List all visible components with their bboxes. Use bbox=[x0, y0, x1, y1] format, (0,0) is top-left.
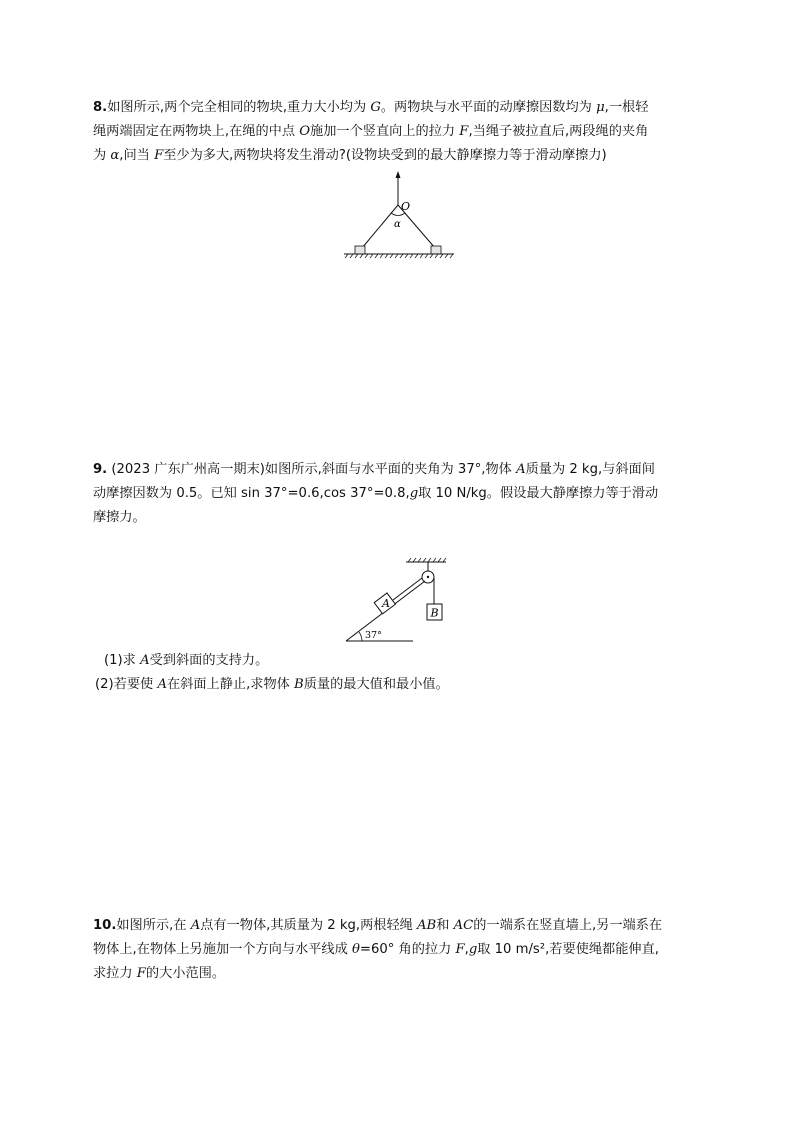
q9-line-1: 9. (2023 广东广州高一期末)如图所示,斜面与水平面的夹角为 37°,物体 A质量为 2 kg,与斜面间 bbox=[93, 462, 655, 477]
q8-line-3: 为 α,问当 F至少为多大,两物块将发生滑动?(设物块受到的最大静摩擦力等于滑动摩擦力) bbox=[93, 148, 607, 163]
rope-to-a bbox=[393, 578, 422, 600]
point-o-label: O bbox=[401, 200, 411, 213]
block-right bbox=[431, 246, 441, 254]
q8-figure bbox=[0, 165, 794, 265]
block-b-label: B bbox=[430, 606, 439, 620]
ground-hatch bbox=[345, 254, 453, 258]
angle-arc bbox=[359, 632, 362, 641]
question-8 bbox=[93, 96, 705, 168]
question-number: 8. bbox=[93, 100, 108, 115]
alpha-label: α bbox=[394, 219, 401, 230]
angle-label: 37° bbox=[365, 630, 382, 641]
q9-sub-2: (2)若要使 A在斜面上静止,求物体 B质量的最大值和最小值。 bbox=[95, 677, 449, 692]
q8-line-1: 8.如图所示,两个完全相同的物块,重力大小均为 G。两物块与水平面的动摩擦因数均为 μ,一根轻 bbox=[93, 100, 649, 115]
block-a-label: A bbox=[382, 597, 390, 610]
block-left bbox=[355, 246, 365, 254]
q9-line-3: 摩擦力。 bbox=[93, 510, 146, 525]
question-number: 9. bbox=[93, 462, 108, 477]
ceiling-hatch bbox=[408, 558, 446, 562]
question-9 bbox=[93, 458, 705, 530]
q8-line-2: 绳两端固定在两物块上,在绳的中点 O施加一个竖直向上的拉力 F,当绳子被拉直后,两段绳的夹角 bbox=[93, 124, 649, 139]
q10-line-3: 求拉力 F的大小范围。 bbox=[93, 966, 226, 981]
q10-line-1: 10.如图所示,在 A点有一物体,其质量为 2 kg,两根轻绳 AB和 AC的一端系在竖直墙上,另一端系在 bbox=[93, 918, 663, 933]
question-number: 10. bbox=[93, 918, 117, 933]
q9-figure bbox=[0, 552, 794, 652]
rope-left bbox=[362, 205, 398, 248]
q9-sub-1: (1)求 A受到斜面的支持力。 bbox=[104, 653, 269, 668]
q10-line-2: 物体上,在物体上另施加一个方向与水平线成 θ=60° 角的拉力 F,g取 10 m/s²,若要使绳都能伸直, bbox=[93, 942, 659, 957]
pulley-axle bbox=[427, 576, 429, 578]
pull-arrow bbox=[396, 171, 401, 205]
question-10 bbox=[93, 914, 705, 986]
q9-line-2: 动摩擦因数为 0.5。已知 sin 37°=0.6,cos 37°=0.8,g取 10 N/kg。假设最大静摩擦力等于滑动 bbox=[93, 486, 659, 501]
angle-arc bbox=[391, 213, 405, 216]
